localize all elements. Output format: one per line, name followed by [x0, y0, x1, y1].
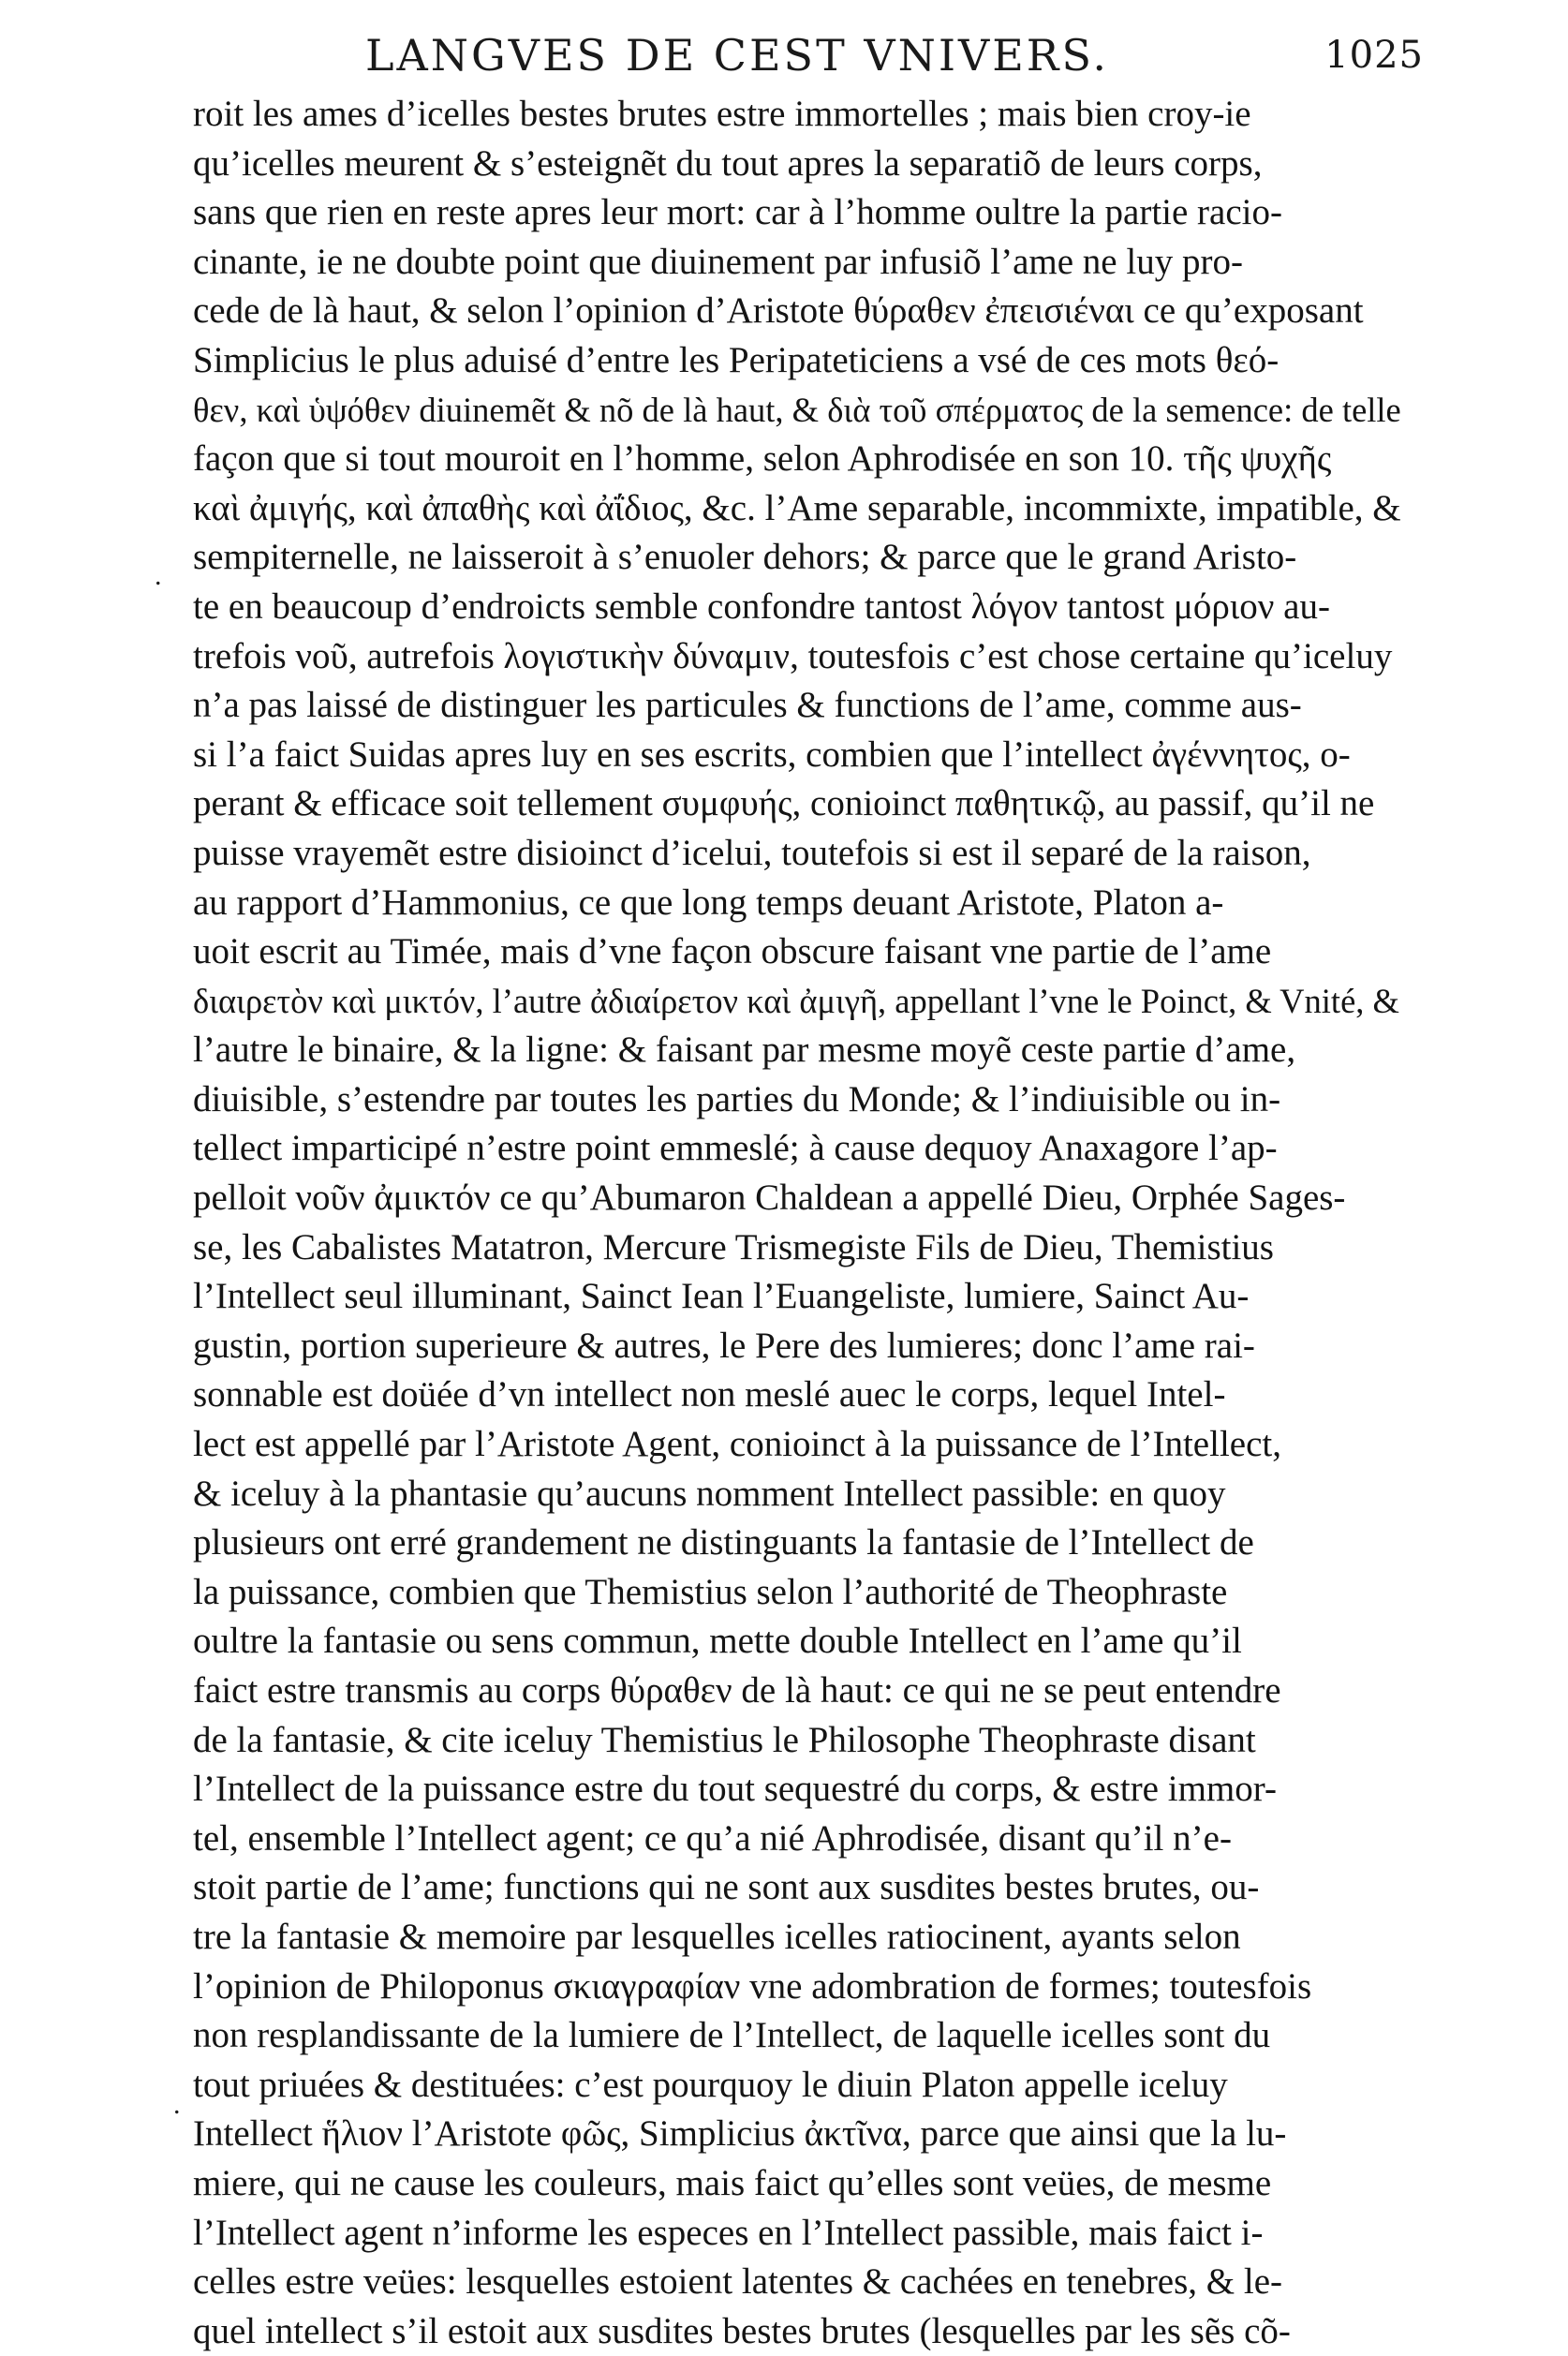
text-line: tre la fantasie & memoire par lesquelles icelles ratiocinent, ayants selon — [193, 1916, 1241, 1957]
text-line: trefois νοῦ, autrefois λογιστικὴν δύναμιν, toutesfois c’est chose certaine qu’iceluy — [193, 635, 1393, 676]
text-line: oultre la fantasie ou sens commun, mette double Intellect en l’ame qu’il — [193, 1621, 1242, 1662]
text-line: se, les Cabalistes Matatron, Mercure Trismegiste Fils de Dieu, Themistius — [193, 1226, 1274, 1267]
text-line: qu’icelles meurent & s’esteignẽt du tout apres la separatiõ de leurs corps, — [193, 142, 1263, 184]
text-line: καὶ ἀμιγής, καὶ ἀπαθὴς καὶ ἀΐδιος, &c. l’Ame separable, incommixte, impatible, & — [193, 487, 1401, 528]
text-line: façon que si tout mouroit en l’homme, selon Aphrodisée en son 10. τῆς ψυχῆς — [193, 438, 1332, 480]
text-line: sans que rien en reste apres leur mort: car à l’homme oultre la partie racio- — [193, 192, 1282, 233]
text-line: te en beaucoup d’endroicts semble confondre tantost λόγον tantost μόριον au- — [193, 585, 1330, 627]
text-line: roit les ames d’icelles bestes brutes estre immortelles ; mais bien croy-ie — [193, 94, 1251, 134]
text-line: sonnable est doüée d’vn intellect non meslé auec le corps, lequel Intel- — [193, 1374, 1226, 1415]
text-line: l’Intellect de la puissance estre du tout sequestré du corps, & estre immor- — [193, 1769, 1277, 1810]
text-line: quel intellect s’il estoit aux susdites bestes brutes (lesquelles par les sẽs cõ- — [193, 2310, 1291, 2351]
text-line: & iceluy à la phantasie qu’aucuns nomment Intellect passible: en quoy — [193, 1473, 1226, 1514]
text-line: de la fantasie, & cite iceluy Themistius le Philosophe Theophraste disant — [193, 1719, 1256, 1760]
text-line: tel, ensemble l’Intellect agent; ce qu’a nié Aphrodisée, disant qu’il n’e- — [193, 1817, 1232, 1859]
text-line: gustin, portion superieure & autres, le Pere des lumieres; donc l’ame rai- — [193, 1325, 1255, 1366]
text-line: sempiternelle, ne laisseroit à s’enuoler dehors; & parce que le grand Aristo- — [193, 537, 1297, 578]
margin-mark: . — [155, 560, 162, 591]
text-line: pelloit νοῦν ἀμικτόν ce qu’Abumaron Chaldean a appellé Dieu, Orphée Sages- — [193, 1178, 1346, 1219]
body-text — [193, 90, 1401, 2356]
text-line: l’autre le binaire, & la ligne: & faisant par mesme moyẽ ceste partie d’ame, — [193, 1030, 1296, 1071]
text-line: faict estre transmis au corps θύραθεν de là haut: ce qui ne se peut entendre — [193, 1670, 1281, 1711]
text-line: cede de là haut, & selon l’opinion d’Aristote θύραθεν ἐπεισιέναι ce qu’exposant — [193, 290, 1364, 332]
text-line: perant & efficace soit tellement συμφυής, conioinct παθητικῷ, au passif, qu’il ne — [193, 783, 1375, 824]
text-line: l’opinion de Philoponus σκιαγραφίαν vne adombration de formes; toutesfois — [193, 1965, 1312, 2007]
text-line: διαιρετὸν καὶ μικτόν, l’autre ἀδιαίρετον καὶ ἀμιγῆ, appellant l’vne le Poinct, & Vnité, & — [193, 981, 1399, 1020]
text-line: la puissance, combien que Themistius selon l’authorité de Theophraste — [193, 1571, 1228, 1612]
margin-mark: . — [173, 2089, 181, 2120]
text-line: stoit partie de l’ame; functions qui ne sont aux susdites bestes brutes, ou- — [193, 1867, 1260, 1908]
text-line: n’a pas laissé de distinguer les particules & functions de l’ame, comme aus- — [193, 685, 1302, 726]
page-number: 1025 — [1324, 34, 1424, 77]
text-line: miere, qui ne cause les couleurs, mais faict qu’elles sont veües, de mesme — [193, 2162, 1272, 2203]
text-line: l’Intellect agent n’informe les especes en l’Intellect passible, mais faict i- — [193, 2212, 1264, 2253]
text-line: lect est appellé par l’Aristote Agent, conioinct à la puissance de l’Intellect, — [193, 1424, 1281, 1465]
text-line: Intellect ἥλιον l’Aristote φῶς, Simplicius ἀκτῖνα, parce que ainsi que la lu- — [193, 2113, 1287, 2155]
text-line: au rapport d’Hammonius, ce que long temps deuant Aristote, Platon a- — [193, 882, 1224, 923]
text-line: tout priuées & destituées: c’est pourquoy le diuin Platon appelle iceluy — [193, 2064, 1228, 2105]
text-line: l’Intellect seul illuminant, Sainct Iean l’Euangeliste, lumiere, Sainct Au- — [193, 1276, 1250, 1317]
running-title: LANGVES DE CEST VNIVERS. — [365, 30, 1109, 81]
text-line: non resplandissante de la lumiere de l’Intellect, de laquelle icelles sont du — [193, 2015, 1271, 2056]
running-head — [365, 30, 1424, 86]
text-line: tellect imparticipé n’estre point emmeslé; à cause dequoy Anaxagore l’ap- — [193, 1128, 1278, 1169]
text-line: uoit escrit au Timée, mais d’vne façon obscure faisant vne partie de l’ame — [193, 931, 1272, 972]
text-line: puisse vrayemẽt estre disioinct d’icelui, toutefois si est il separé de la raison, — [193, 832, 1311, 873]
text-line: θεν, καὶ ὑψόθεν diuinemẽt & nõ de là haut, & διὰ τοῦ σπέρματος de la semence: de telle — [193, 390, 1401, 429]
text-line: plusieurs ont erré grandement ne distinguants la fantasie de l’Intellect de — [193, 1522, 1254, 1563]
text-line: si l’a faict Suidas apres luy en ses escrits, combien que l’intellect ἀγέννητος, o- — [193, 733, 1351, 775]
text-line: celles estre veües: lesquelles estoient latentes & cachées en tenebres, & le- — [193, 2261, 1283, 2303]
text-line: diuisible, s’estendre par toutes les parties du Monde; & l’indiuisible ou in- — [193, 1078, 1281, 1119]
text-line: Simplicius le plus aduisé d’entre les Peripateticiens a vsé de ces mots θεό- — [193, 339, 1280, 380]
text-line: cinante, ie ne doubte point que diuinement par infusiõ l’ame ne luy pro- — [193, 241, 1243, 282]
